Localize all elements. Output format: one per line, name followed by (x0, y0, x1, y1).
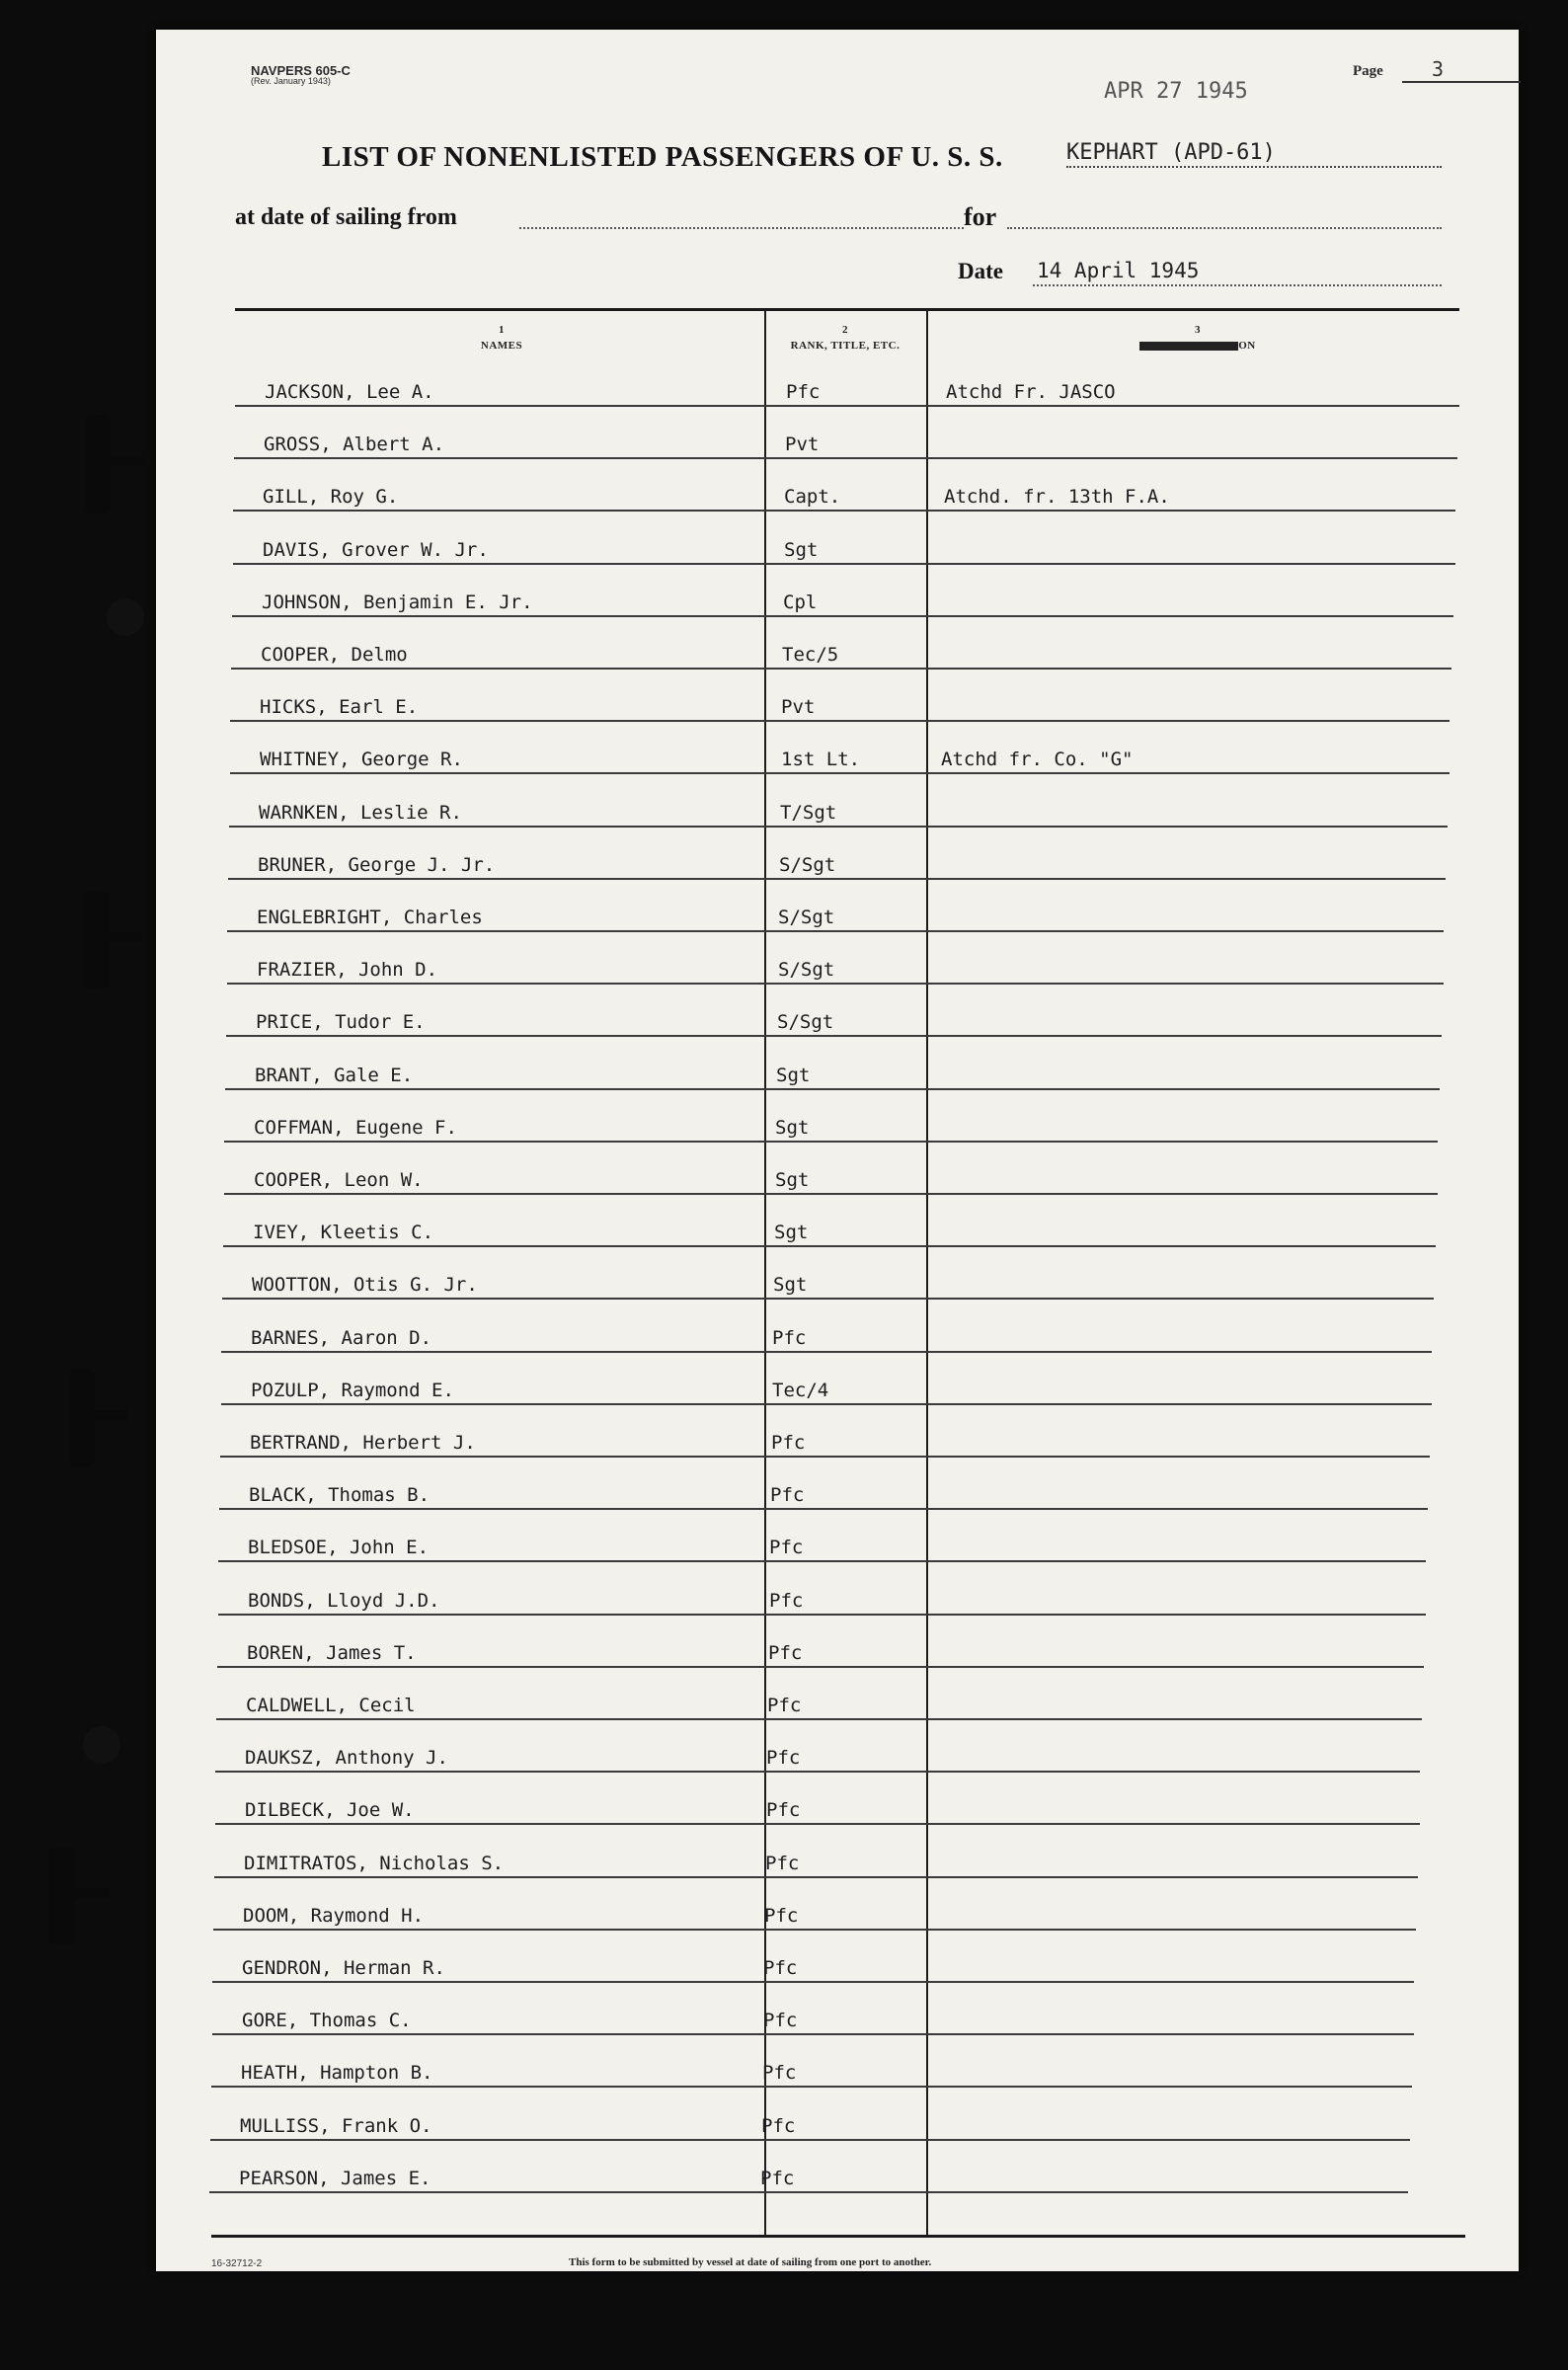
sailing-label: at date of sailing from (235, 204, 457, 230)
passenger-rank: Tec/4 (772, 1380, 829, 1401)
form-title: LIST OF NONENLISTED PASSENGERS OF U. S. S. (322, 141, 1003, 173)
passenger-rank: Pfc (766, 1747, 801, 1769)
table-row (227, 905, 1444, 932)
row-rule (223, 1245, 1436, 1247)
ship-underline (1066, 166, 1442, 168)
passenger-remarks: Atchd. fr. 13th F.A. (944, 486, 1170, 508)
table-row (213, 1903, 1416, 1931)
passenger-rank: Pfc (769, 1590, 804, 1612)
row-rule (221, 1403, 1432, 1405)
binder-clip-arm (109, 932, 142, 942)
table-row (224, 1115, 1438, 1143)
column-header-names (235, 322, 768, 354)
binder-clip-arm (75, 1888, 109, 1898)
table-row (218, 1588, 1426, 1616)
table-row (216, 1693, 1422, 1720)
table-row (222, 1272, 1434, 1300)
row-rule (232, 615, 1453, 617)
passenger-name: WOOTTON, Otis G. Jr. (252, 1274, 478, 1296)
table-row (212, 2008, 1414, 2035)
table-row (221, 1325, 1432, 1353)
row-rule (215, 1771, 1420, 1773)
page-label: Page (1353, 63, 1383, 79)
table-row (221, 1378, 1432, 1405)
passenger-name: POZULP, Raymond E. (251, 1380, 454, 1401)
passenger-rank: Cpl (783, 592, 818, 613)
row-rule (220, 1456, 1430, 1458)
document-page (156, 30, 1519, 2271)
passenger-name: DAVIS, Grover W. Jr. (263, 539, 489, 561)
table-row (225, 1063, 1440, 1090)
passenger-rank: Pvt (785, 434, 820, 455)
table-row (230, 694, 1450, 722)
passenger-name: BRUNER, George J. Jr. (258, 854, 496, 876)
table-row (235, 379, 1459, 407)
date-underline (1033, 284, 1442, 286)
table-row (230, 747, 1450, 774)
passenger-name: COOPER, Leon W. (254, 1169, 424, 1191)
passenger-name: FRAZIER, John D. (257, 959, 438, 981)
passenger-name: DILBECK, Joe W. (245, 1799, 415, 1821)
form-code-text: NAVPERS 605-C (251, 63, 351, 78)
table-row (215, 1797, 1420, 1825)
passenger-name: BRANT, Gale E. (255, 1065, 414, 1086)
row-rule (213, 1929, 1416, 1931)
table-row (220, 1430, 1430, 1458)
row-rule (231, 668, 1451, 670)
row-rule (230, 720, 1450, 722)
passenger-name: BERTRAND, Herbert J. (250, 1432, 476, 1454)
column-header-remarks (936, 322, 1459, 354)
passenger-name: COFFMAN, Eugene F. (254, 1117, 457, 1139)
row-rule (215, 1823, 1420, 1825)
row-rule (234, 457, 1457, 459)
binder-clip (49, 1847, 75, 1945)
passenger-remarks: Atchd fr. Co. "G" (941, 749, 1134, 770)
passenger-rank: Pfc (766, 1799, 801, 1821)
passenger-name: DAUKSZ, Anthony J. (245, 1747, 448, 1769)
table-row (209, 2166, 1408, 2193)
passenger-name: PRICE, Tudor E. (256, 1011, 426, 1033)
row-rule (227, 983, 1444, 985)
row-rule (218, 1560, 1426, 1562)
column-label-text: ON (1238, 340, 1256, 352)
row-rule (217, 1666, 1424, 1668)
passenger-rank: 1st Lt. (781, 749, 861, 770)
table-row (212, 1955, 1414, 1983)
form-code (251, 65, 351, 87)
row-rule (229, 826, 1448, 828)
passenger-name: HICKS, Earl E. (260, 696, 419, 718)
passenger-rank: S/Sgt (778, 907, 835, 928)
table-row (231, 642, 1451, 670)
passenger-rank: Pvt (781, 696, 816, 718)
binder-clip (83, 891, 109, 989)
column-label (936, 338, 1459, 354)
received-stamp: APR 27 1945 (1104, 79, 1248, 104)
passenger-rank: Pfc (763, 2010, 798, 2031)
passenger-rank: Sgt (775, 1169, 810, 1191)
table-row (217, 1640, 1424, 1668)
passenger-rank: Capt. (784, 486, 841, 508)
passenger-name: JOHNSON, Benjamin E. Jr. (262, 592, 533, 613)
passenger-rank: T/Sgt (780, 802, 837, 824)
passenger-rank: Pfc (763, 1957, 798, 1979)
passenger-rank: Pfc (769, 1537, 804, 1558)
row-rule (209, 2191, 1408, 2193)
binder-clip (69, 1369, 95, 1467)
form-revision: (Rev. January 1943) (251, 76, 331, 86)
row-rule (228, 878, 1446, 880)
column-number: 3 (1195, 324, 1201, 336)
passenger-rank: Sgt (774, 1222, 809, 1243)
table-row (234, 432, 1457, 459)
passenger-rank: S/Sgt (778, 959, 835, 981)
passenger-name: BONDS, Lloyd J.D. (248, 1590, 440, 1612)
passenger-rank: Sgt (784, 539, 819, 561)
binder-clip (85, 415, 111, 514)
row-rule (224, 1141, 1438, 1143)
row-rule (212, 2033, 1414, 2035)
passenger-rank: Pfc (786, 381, 821, 403)
row-rule (219, 1508, 1428, 1510)
table-row (229, 800, 1448, 828)
punch-hole (107, 598, 144, 636)
passenger-rank: S/Sgt (779, 854, 836, 876)
passenger-name: HEATH, Hampton B. (241, 2062, 433, 2084)
table-row (219, 1482, 1428, 1510)
column-label: NAMES (480, 340, 523, 352)
row-rule (235, 405, 1459, 407)
passenger-rank: Pfc (772, 1327, 807, 1349)
row-rule (211, 2086, 1412, 2088)
table-row (232, 590, 1453, 617)
passenger-name: MULLISS, Frank O. (240, 2115, 432, 2137)
passenger-rank: Pfc (760, 2168, 795, 2189)
column-number: 1 (499, 324, 505, 336)
for-label: for (964, 202, 997, 231)
passenger-name: DIMITRATOS, Nicholas S. (244, 1853, 505, 1874)
table-row (226, 1009, 1442, 1037)
row-rule (233, 563, 1455, 565)
page-number: 3 (1402, 57, 1521, 83)
passenger-rank: Sgt (776, 1065, 811, 1086)
table-row (210, 2113, 1410, 2141)
row-rule (218, 1614, 1426, 1616)
passenger-rank: Tec/5 (782, 644, 839, 666)
passenger-rank: Sgt (775, 1117, 810, 1139)
passenger-name: GENDRON, Herman R. (242, 1957, 445, 1979)
passenger-name: PEARSON, James E. (239, 2168, 431, 2189)
passenger-remarks: Atchd Fr. JASCO (946, 381, 1116, 403)
passenger-rank: Pfc (762, 2062, 797, 2084)
date-label: Date (958, 259, 1003, 283)
row-rule (225, 1088, 1440, 1090)
passenger-name: BLEDSOE, John E. (248, 1537, 430, 1558)
passenger-rank: Pfc (768, 1642, 803, 1664)
binder-clip-arm (95, 1410, 128, 1420)
column-number: 2 (842, 324, 848, 336)
row-rule (216, 1718, 1422, 1720)
sailing-underline (519, 227, 964, 229)
table-row (228, 852, 1446, 880)
binder-clip-arm (111, 456, 144, 466)
column-label: RANK, TITLE, ETC. (790, 340, 901, 352)
footer-code: 16-32712-2 (211, 2258, 263, 2269)
row-rule (221, 1351, 1432, 1353)
row-rule (224, 1193, 1438, 1195)
table-row (211, 2060, 1412, 2088)
passenger-name: BARNES, Aaron D. (251, 1327, 432, 1349)
passenger-name: COOPER, Delmo (261, 644, 408, 666)
table-bottom-rule (211, 2235, 1465, 2238)
passenger-rank: Sgt (773, 1274, 808, 1296)
passenger-name: JACKSON, Lee A. (265, 381, 434, 403)
passenger-rank: S/Sgt (777, 1011, 834, 1033)
row-rule (233, 510, 1455, 512)
row-rule (210, 2139, 1410, 2141)
passenger-rank: Pfc (764, 1905, 799, 1927)
row-rule (214, 1876, 1418, 1878)
row-rule (226, 1035, 1442, 1037)
passenger-name: IVEY, Kleetis C. (253, 1222, 434, 1243)
table-row (215, 1745, 1420, 1773)
passenger-name: GILL, Roy G. (263, 486, 399, 508)
punch-hole (83, 1726, 120, 1764)
table-row (218, 1535, 1426, 1562)
table-row (224, 1167, 1438, 1195)
passenger-name: BOREN, James T. (247, 1642, 417, 1664)
passenger-name: WHITNEY, George R. (260, 749, 463, 770)
passenger-name: DOOM, Raymond H. (243, 1905, 425, 1927)
passenger-name: GORE, Thomas C. (242, 2010, 412, 2031)
passenger-name: ENGLEBRIGHT, Charles (257, 907, 483, 928)
ship-name: KEPHART (APD-61) (1066, 140, 1276, 165)
passenger-rank: Pfc (771, 1432, 806, 1454)
table-row (214, 1851, 1418, 1878)
table-top-rule (235, 308, 1459, 311)
redaction-mark (1139, 342, 1238, 351)
row-rule (230, 772, 1450, 774)
passenger-name: GROSS, Albert A. (264, 434, 445, 455)
table-row (223, 1220, 1436, 1247)
for-underline (1007, 227, 1442, 229)
passenger-rank: Pfc (767, 1695, 802, 1716)
column-header-rank (764, 322, 926, 354)
footer-note: This form to be submitted by vessel at date of sailing from one port to another. (569, 2256, 932, 2268)
passenger-name: BLACK, Thomas B. (249, 1484, 431, 1506)
row-rule (222, 1298, 1434, 1300)
passenger-rank: Pfc (770, 1484, 805, 1506)
passenger-name: WARNKEN, Leslie R. (259, 802, 462, 824)
table-row (227, 957, 1444, 985)
date-value: 14 April 1945 (1037, 259, 1200, 282)
row-rule (227, 930, 1444, 932)
table-row (233, 484, 1455, 512)
passenger-rank: Pfc (761, 2115, 796, 2137)
row-rule (212, 1981, 1414, 1983)
table-row (233, 537, 1455, 565)
passenger-rank: Pfc (765, 1853, 800, 1874)
passenger-name: CALDWELL, Cecil (246, 1695, 416, 1716)
